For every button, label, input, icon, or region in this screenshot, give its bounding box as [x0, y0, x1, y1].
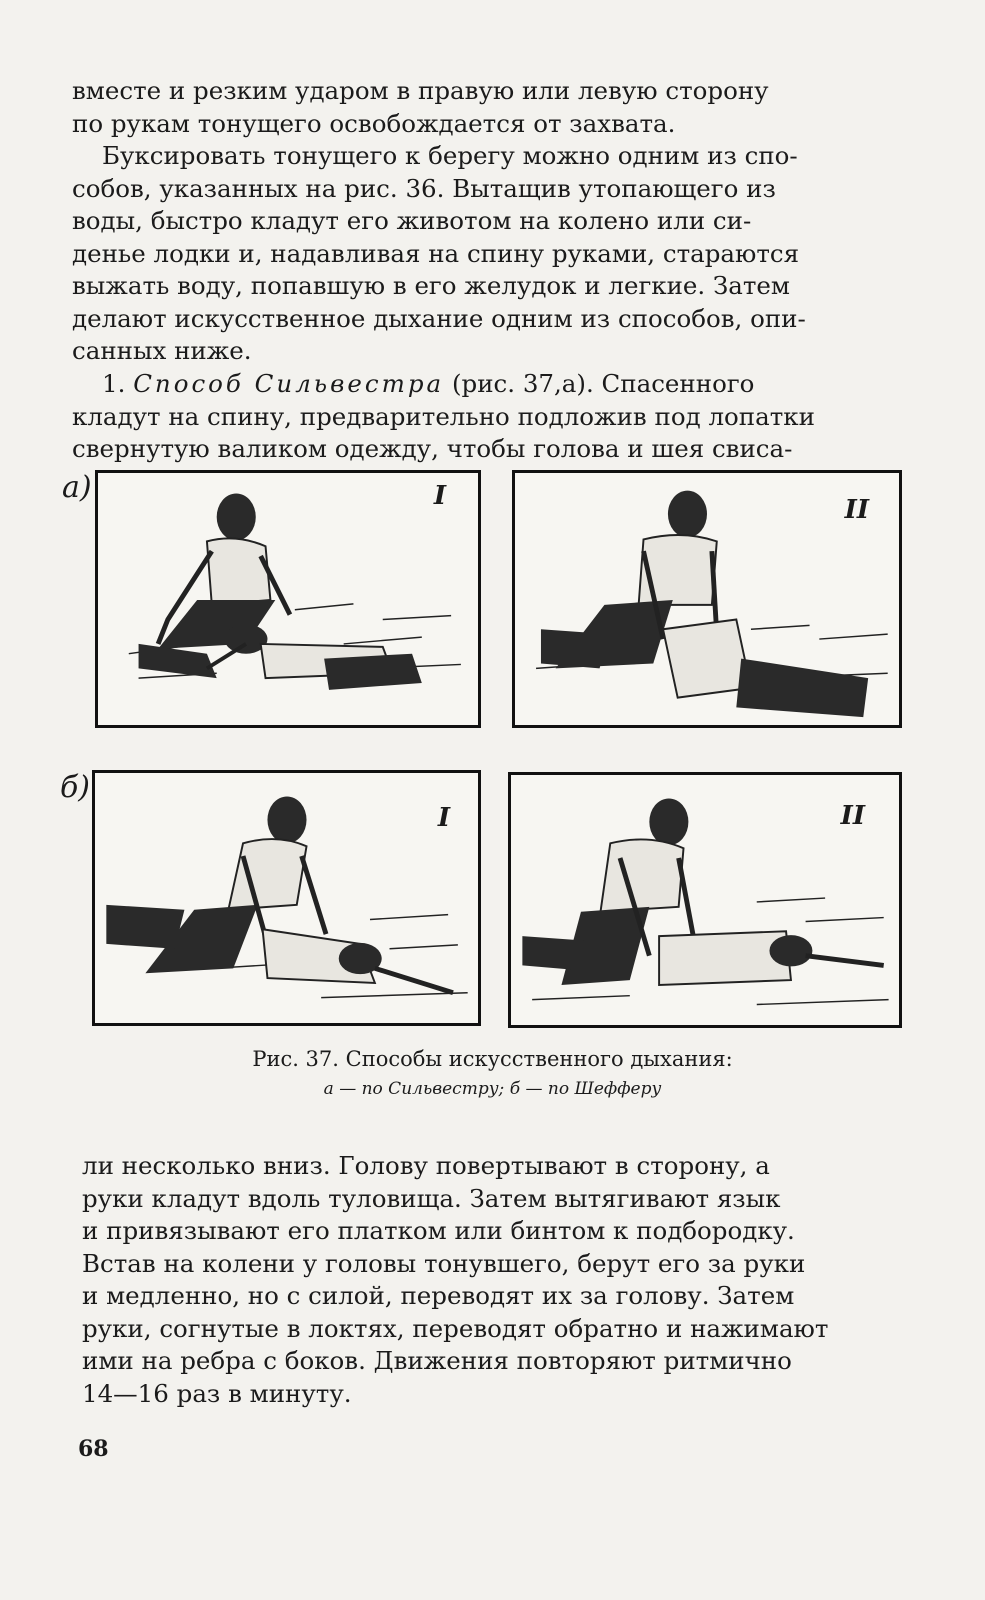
panel-label: I	[433, 481, 446, 511]
text-line: Буксировать тонущего к берегу можно одним из спо-	[102, 141, 798, 170]
text-line: Встав на колени у головы тонувшего, берут его за руки	[82, 1248, 806, 1278]
text-line: делают искусственное дыхание одним из способов, опи-	[72, 303, 806, 333]
text-line: руки, согнутые в локтях, переводят обратно и нажимают	[82, 1313, 829, 1343]
panel-label: I	[437, 803, 450, 833]
figure-panel-b-1	[92, 770, 481, 1026]
figure-caption: Рис. 37. Способы искусственного дыхания:	[252, 1047, 733, 1071]
text-line: и медленно, но с силой, переводят их за голову. Затем	[82, 1281, 795, 1310]
illustration-schafer-1	[95, 773, 478, 1023]
paragraph-1	[72, 75, 912, 140]
figure-row-b-label: б)	[60, 770, 91, 805]
method-reference: (рис. 37,а). Спасенного	[451, 369, 755, 398]
text-line: ими на ребра с боков. Движения повторяют ритмично	[82, 1346, 792, 1375]
text-line: руки кладут вдоль туловища. Затем вытягивают язык	[82, 1183, 781, 1213]
panel-label: II	[840, 801, 865, 831]
text-line: кладут на спину, предварительно подложив под лопатки	[72, 401, 815, 431]
figure-row-a-label: а)	[62, 470, 92, 505]
figure-panel-a-1	[95, 470, 481, 728]
text-line: свернутую валиком одежду, чтобы голова и шея свиса-	[72, 434, 793, 463]
method-name: Способ Сильвестра	[133, 369, 445, 398]
text-line: воды, быстро кладут его животом на колено или си-	[72, 206, 752, 235]
page-number: 68	[78, 1436, 109, 1462]
text-line: по рукам тонущего освобождается от захвата.	[72, 108, 676, 138]
paragraph-3	[72, 368, 912, 466]
text-line: и привязывают его платком или бинтом к подбородку.	[82, 1216, 795, 1245]
text-line	[72, 368, 912, 401]
text-line: 14—16 раз в минуту.	[82, 1378, 352, 1408]
figure-panel-a-2	[512, 470, 902, 728]
text-line: ли несколько вниз. Голову повертывают в сторону, а	[82, 1151, 770, 1180]
method-number: 1.	[102, 369, 126, 398]
illustration-silvester-1	[98, 473, 478, 725]
paragraph-4	[82, 1150, 918, 1410]
panel-label: II	[844, 495, 869, 525]
figure-caption-sub: а — по Сильвестру; б — по Шефферу	[323, 1079, 662, 1099]
illustration-silvester-2	[515, 473, 899, 725]
paragraph-2	[72, 140, 912, 368]
text-line: денье лодки и, надавливая на спину руками, стараются	[72, 238, 800, 268]
figure-panel-b-2	[508, 772, 902, 1028]
text-line: собов, указанных на рис. 36. Вытащив утопающего из	[72, 173, 776, 203]
text-line: вместе и резким ударом в правую или левую сторону	[72, 76, 769, 105]
text-line: санных ниже.	[72, 336, 252, 365]
text-line: выжать воду, попавшую в его желудок и легкие. Затем	[72, 271, 790, 300]
